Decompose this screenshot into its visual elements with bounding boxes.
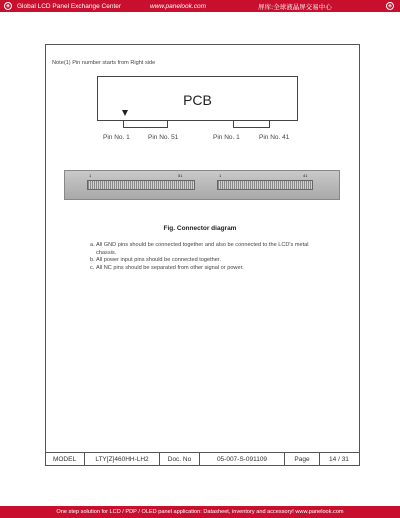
bottom-banner[interactable]: One step solution for LCD / PDP / OLED panel application: Datasheet, inventory and accessory! www.panelook.com [0,506,400,518]
model-value: LTY[Z]460HH-LH2 [85,453,160,466]
pin-note: Note(1) Pin number starts from Right side [52,60,156,66]
banner-left-text: Global LCD Panel Exchange Center [17,2,122,10]
notes-list [90,242,330,272]
list-item [90,242,330,257]
doc-label: Doc. No [160,453,200,466]
panelook-logo-icon: ◈ [4,2,12,10]
model-label: MODEL [45,453,85,466]
photo-pin-label: 1 [89,173,92,178]
panelook-logo-icon-right: ◈ [386,2,394,10]
pin-label-left-1: Pin No. 1 [103,134,130,141]
connector-left [123,121,168,128]
list-item [90,257,330,265]
pin-label-right-41: Pin No. 41 [259,134,290,141]
connector-strip-right [217,180,313,190]
connector-right [233,121,270,128]
page-label: Page [285,453,320,466]
pin-label-right-1: Pin No. 1 [213,134,240,141]
photo-pin-label: 41 [303,173,308,178]
figure-caption: Fig. Connector diagram [163,225,237,232]
page-value: 14 / 31 [329,456,349,463]
top-banner [0,0,400,12]
connector-photo [64,170,340,200]
doc-value: 05-007-S-091109 [200,453,285,466]
list-marker: c. [90,264,95,271]
list-item [90,265,330,273]
list-marker: a. [90,242,95,248]
list-text: All NC pins should be separated from other signal or power. [96,264,244,271]
list-text: All GND pins should be connected together and also be connected to the LCD's metal chassis. [96,242,309,256]
document-footer [45,452,360,466]
banner-right-text: 屏库:全球液晶屏交易中心 [258,2,332,11]
list-marker: b. [90,257,95,263]
photo-pin-label: 51 [178,173,183,178]
list-text: All power input pins should be connected together. [96,257,222,263]
photo-pin-label: 1 [219,173,222,178]
pcb-label: PCB [183,92,212,108]
pin-one-arrow-icon [122,110,128,116]
pin-label-left-51: Pin No. 51 [148,134,179,141]
banner-site-link[interactable]: www.panelook.com [150,2,206,10]
connector-strip-left [87,180,195,190]
